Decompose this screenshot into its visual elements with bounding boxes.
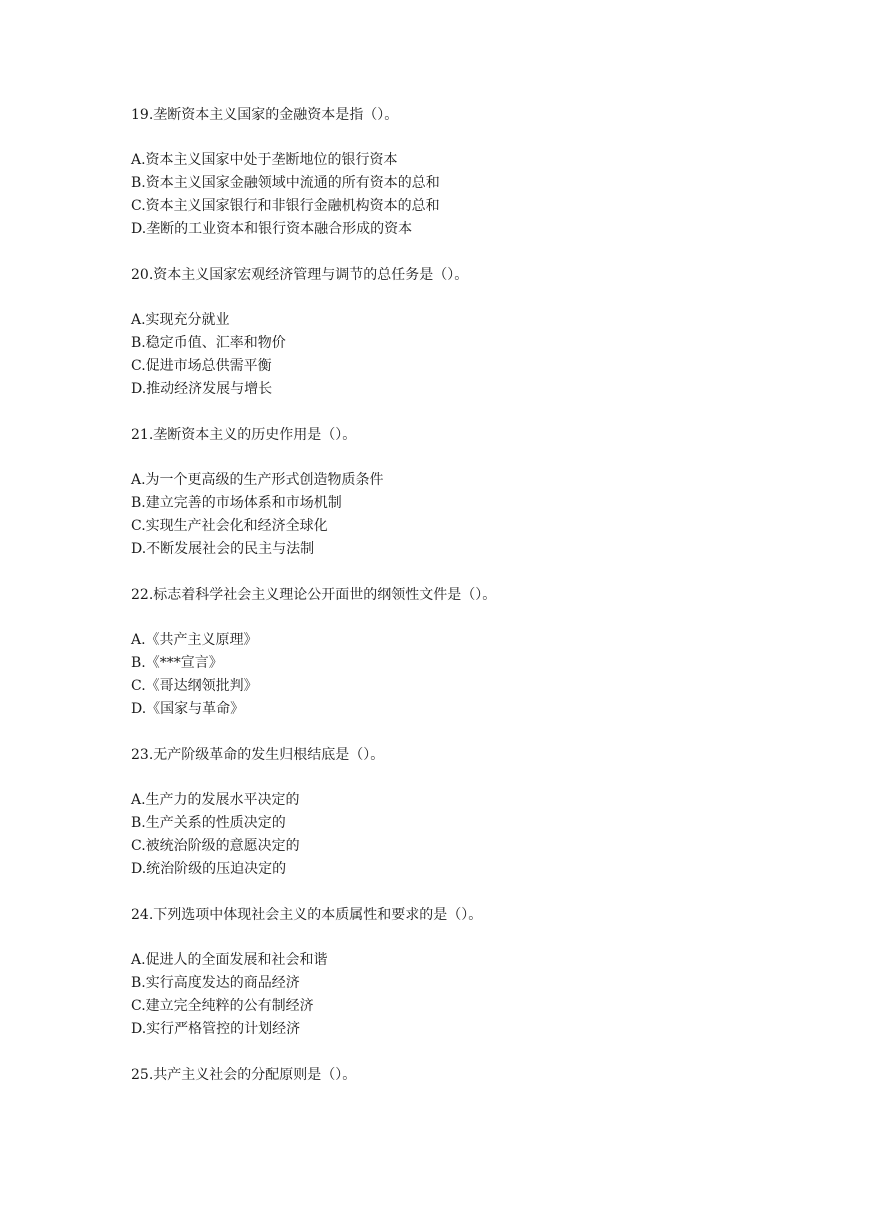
question-25 — [131, 1064, 831, 1086]
option-list — [131, 309, 831, 401]
option-b: B.建立完善的市场体系和市场机制 — [131, 495, 342, 511]
option-d: D.不断发展社会的民主与法制 — [131, 541, 315, 557]
option-c: C.资本主义国家银行和非银行金融机构资本的总和 — [131, 198, 440, 214]
document-page — [131, 104, 831, 1086]
option-d: D.推动经济发展与增长 — [131, 381, 273, 397]
question-19 — [131, 104, 831, 241]
option-a: A.资本主义国家中处于垄断地位的银行资本 — [131, 152, 398, 168]
question-text: 23.无产阶级革命的发生归根结底是（）。 — [131, 747, 385, 763]
option-b: B.资本主义国家金融领域中流通的所有资本的总和 — [131, 175, 440, 191]
option-list — [131, 629, 831, 721]
option-d: D.实行严格管控的计划经济 — [131, 1021, 301, 1037]
option-c: C.被统治阶级的意愿决定的 — [131, 838, 300, 854]
option-a: A.《共产主义原理》 — [131, 632, 258, 648]
option-c: C.《哥达纲领批判》 — [131, 678, 258, 694]
question-20 — [131, 264, 831, 401]
question-text: 20.资本主义国家宏观经济管理与调节的总任务是（）。 — [131, 267, 469, 283]
question-text: 24.下列选项中体现社会主义的本质属性和要求的是（）。 — [131, 907, 483, 923]
option-d: D.垄断的工业资本和银行资本融合形成的资本 — [131, 221, 413, 237]
question-21 — [131, 424, 831, 561]
option-c: C.促进市场总供需平衡 — [131, 358, 272, 374]
question-text: 21.垄断资本主义的历史作用是（）。 — [131, 427, 357, 443]
option-c: C.建立完全纯粹的公有制经济 — [131, 998, 314, 1014]
question-text: 22.标志着科学社会主义理论公开面世的纲领性文件是（）。 — [131, 587, 497, 603]
question-23 — [131, 744, 831, 881]
option-list — [131, 789, 831, 881]
question-22 — [131, 584, 831, 721]
question-text: 19.垄断资本主义国家的金融资本是指（）。 — [131, 107, 399, 123]
question-24 — [131, 904, 831, 1041]
option-b: B.实行高度发达的商品经济 — [131, 975, 300, 991]
option-list — [131, 469, 831, 561]
option-b: B.《***宣言》 — [131, 655, 223, 671]
option-a: A.为一个更高级的生产形式创造物质条件 — [131, 472, 384, 488]
option-b: B.稳定币值、汇率和物价 — [131, 335, 286, 351]
option-d: D.《国家与革命》 — [131, 701, 245, 717]
option-a: A.实现充分就业 — [131, 312, 230, 328]
option-a: A.生产力的发展水平决定的 — [131, 792, 300, 808]
option-a: A.促进人的全面发展和社会和谐 — [131, 952, 328, 968]
question-text: 25.共产主义社会的分配原则是（）。 — [131, 1067, 357, 1083]
option-d: D.统治阶级的压迫决定的 — [131, 861, 287, 877]
option-b: B.生产关系的性质决定的 — [131, 815, 286, 831]
option-list — [131, 149, 831, 241]
option-c: C.实现生产社会化和经济全球化 — [131, 518, 328, 534]
option-list — [131, 949, 831, 1041]
